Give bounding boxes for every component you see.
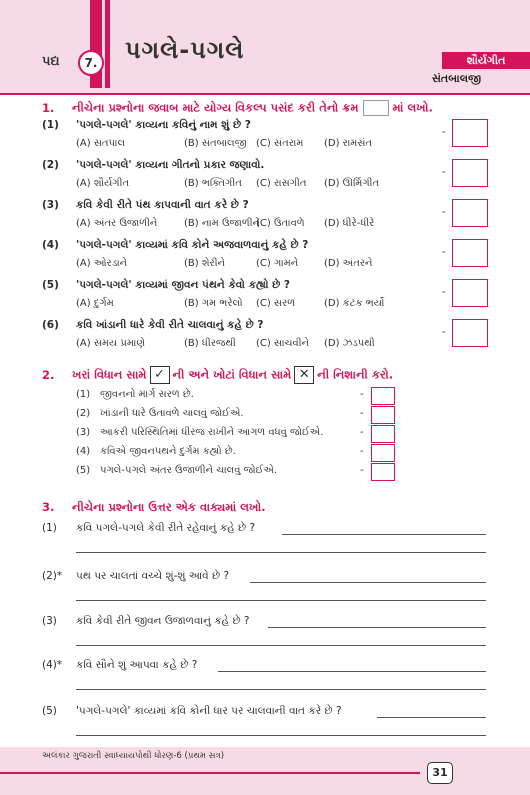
statement-text: પગલે-પગલે અંતર ઉજાળીને ચાલવું જોઈએ.	[100, 465, 278, 476]
true-false-statement	[76, 389, 194, 400]
short-answer-question	[42, 522, 255, 535]
option-a: (A) શૌર્યગીત	[76, 178, 130, 189]
option-c: (C) ગામને	[256, 258, 299, 269]
option-d: (D) કંટક ભર્યો	[324, 298, 385, 309]
option-c: (C) સરળ	[256, 298, 296, 309]
page-number: 31	[427, 762, 453, 784]
question-text: પથ પર ચાલતાં વચ્ચે શું-શું આવે છે ?	[76, 570, 230, 582]
option-d: (D) રામસંત	[324, 138, 373, 149]
section-2-text-c: ની નિશાની કરો.	[317, 367, 394, 382]
unit-label: પદ્ય	[42, 54, 60, 69]
mcq-question	[42, 119, 251, 132]
dash-mark: -	[442, 207, 446, 218]
statement-text: જીવનનો માર્ગ સરળ છે.	[100, 389, 194, 400]
dash-mark: -	[442, 287, 446, 298]
answer-line[interactable]	[268, 627, 486, 628]
option-b: (B) ગમ ભરેલો	[184, 298, 243, 309]
answer-line[interactable]	[377, 717, 486, 718]
short-answer-question	[42, 570, 229, 583]
statement-number: (2)	[76, 408, 91, 419]
section-3-heading	[42, 500, 266, 515]
statement-text: ખાંડાની ધારે ઉતાવળે ચાલવું જોઈએ.	[100, 408, 244, 419]
short-answer-question	[42, 659, 197, 672]
question-number: (6)	[42, 319, 59, 331]
dash-mark: -	[442, 167, 446, 178]
statement-text: કવિએ જીવનપથને દુર્ગમ કહ્યો છે.	[100, 446, 236, 457]
option-c: (C) ઉતાવળે	[256, 218, 305, 229]
mcq-question	[42, 159, 264, 172]
answer-line[interactable]	[76, 735, 486, 736]
section-3-text: નીચેના પ્રશ્નોના ઉત્તર એક વાક્યમાં લખો.	[72, 500, 266, 514]
question-text: 'પગલે-પગલે' કાવ્યમાં જીવન પંથને કેવો કહ્યો છે ?	[76, 279, 291, 291]
section-number: 2.	[42, 367, 55, 382]
statement-text: આકરી પરિસ્થિતિમાં ધીરજ રાખીને આગળ વધવું જોઈએ.	[100, 427, 324, 438]
tick-cross-box[interactable]	[371, 406, 395, 424]
answer-box[interactable]	[452, 119, 488, 147]
answer-line[interactable]	[250, 582, 486, 583]
option-d: (D) ધીરે-ધીરે	[324, 218, 375, 229]
question-number: (3)	[42, 199, 59, 211]
section-number: 3.	[42, 500, 55, 514]
option-a: (A) ઓરડાને	[76, 258, 128, 269]
option-a: (A) સતપાલ	[76, 138, 126, 149]
mcq-question	[42, 279, 290, 292]
section-2-text-b: ની અને ખોટાં વિધાન સામે	[172, 367, 292, 382]
question-number: (1)	[42, 522, 57, 534]
question-text: કવિ ખાંડાની ધારે કેવી રીતે ચાલવાનું કહે છે ?	[76, 319, 264, 331]
genre-badge: શૌર્યગીત	[442, 52, 530, 69]
tick-cross-box[interactable]	[371, 387, 395, 405]
mcq-question	[42, 239, 308, 252]
question-text: 'પગલે-પગલે' કાવ્યમાં કવિ કોની ધાર પર ચાલવાની વાત કરે છે ?	[76, 705, 342, 717]
question-number: (4)*	[42, 659, 63, 671]
dash-mark: -	[360, 427, 364, 438]
header-accent-stripe-thin	[105, 0, 110, 88]
question-number: (1)	[42, 119, 59, 131]
answer-line[interactable]	[76, 645, 486, 646]
statement-number: (1)	[76, 389, 91, 400]
option-b: (B) સંતબાલજી	[184, 138, 247, 149]
question-text: કવિ કેવી રીતે જીવન ઉજાળવાનું કહે છે ?	[76, 615, 250, 627]
answer-box[interactable]	[452, 319, 488, 347]
option-b: (B) નામ ઉજાળીને	[184, 218, 261, 229]
header-divider	[0, 93, 530, 95]
option-a: (A) અંતર ઉજાળીને	[76, 218, 158, 229]
short-answer-question	[42, 615, 249, 628]
question-number: (2)*	[42, 570, 63, 582]
footer-book-title: અલંકાર ગુજરાતી સ્વાધ્યાયપોથી ધોરણ-6 (પ્રથમ સત્ર)	[42, 751, 225, 761]
option-d: (D) ઝડપથી	[324, 338, 375, 349]
question-number: (5)	[42, 705, 57, 717]
answer-line[interactable]	[76, 689, 486, 690]
dash-mark: -	[360, 465, 364, 476]
option-a: (A) સમય પ્રમાણે	[76, 338, 146, 349]
cross-icon: ✕	[294, 366, 314, 384]
section-number: 1.	[42, 100, 55, 115]
question-number: (5)	[42, 279, 59, 291]
question-text: કવિ સૌને શું આપવા કહે છે ?	[76, 659, 198, 671]
option-c: (C) સંતરામ	[256, 138, 304, 149]
question-number: (2)	[42, 159, 59, 171]
true-false-statement	[76, 446, 236, 457]
dash-mark: -	[442, 127, 446, 138]
option-d: (D) ઊર્મિગીત	[324, 178, 380, 189]
question-text: કવિ પગલે-પગલે કેવી રીતે રહેવાનું કહે છે ?	[76, 522, 256, 534]
question-text: 'પગલે-પગલે' કાવ્યમાં કવિ કોને અજવાળવાનું કહે છે ?	[76, 239, 309, 251]
section-2-heading	[42, 366, 393, 384]
dash-mark: -	[360, 408, 364, 419]
answer-line[interactable]	[76, 552, 486, 553]
statement-number: (4)	[76, 446, 91, 457]
section-1-heading	[42, 100, 433, 116]
author-name: સંતબાલજી	[432, 72, 482, 85]
option-c: (C) રાસગીત	[256, 178, 307, 189]
dash-mark: -	[360, 446, 364, 457]
dash-mark: -	[360, 389, 364, 400]
section-1-text-before: નીચેના પ્રશ્નોના જવાબ માટે યોગ્ય વિકલ્પ પસંદ કરી તેનો ક્રમ	[72, 100, 359, 115]
statement-number: (3)	[76, 427, 91, 438]
mcq-question	[42, 199, 249, 212]
mcq-question	[42, 319, 264, 332]
option-b: (B) ધીરજથી	[184, 338, 236, 349]
option-d: (D) અંતરને	[324, 258, 373, 269]
statement-number: (5)	[76, 465, 91, 476]
question-number: (3)	[42, 615, 57, 627]
answer-box[interactable]	[452, 279, 488, 307]
answer-box[interactable]	[452, 159, 488, 187]
tick-cross-box[interactable]	[371, 463, 395, 481]
tick-cross-box[interactable]	[371, 425, 395, 443]
answer-line[interactable]	[218, 671, 486, 672]
dash-mark: -	[442, 247, 446, 258]
tick-icon: ✓	[150, 366, 170, 384]
option-c: (C) સાચવીને	[256, 338, 310, 349]
short-answer-question	[42, 705, 342, 718]
question-number: (4)	[42, 239, 59, 251]
question-text: 'પગલે-પગલે' કાવ્યના ગીતનો પ્રકાર જણાવો.	[76, 159, 265, 171]
tick-cross-box[interactable]	[371, 444, 395, 462]
question-text: કવિ કેવી રીતે પંથ કાપવાની વાત કરે છે ?	[76, 199, 249, 211]
option-b: (B) શેરીને	[184, 258, 226, 269]
section-2-text-a: ખરાં વિધાન સામે	[72, 367, 147, 382]
answer-line[interactable]	[282, 534, 486, 535]
page-title: પગલે-પગલે	[125, 36, 245, 64]
true-false-statement	[76, 427, 323, 438]
question-text: 'પગલે-પગલે' કાવ્યના કવિનું નામ શું છે ?	[76, 119, 251, 131]
dash-mark: -	[442, 327, 446, 338]
answer-line[interactable]	[76, 600, 486, 601]
answer-box[interactable]	[452, 239, 488, 267]
footer-accent-line	[0, 772, 420, 774]
section-1-text-after: માં લખો.	[392, 100, 433, 115]
lesson-number-badge: 7.	[78, 50, 104, 76]
option-a: (A) દુર્ગમ	[76, 298, 114, 309]
option-b: (B) ભક્તિગીત	[184, 178, 242, 189]
answer-box[interactable]	[452, 199, 488, 227]
true-false-statement	[76, 465, 277, 476]
answer-box-sample	[363, 100, 389, 116]
true-false-statement	[76, 408, 244, 419]
